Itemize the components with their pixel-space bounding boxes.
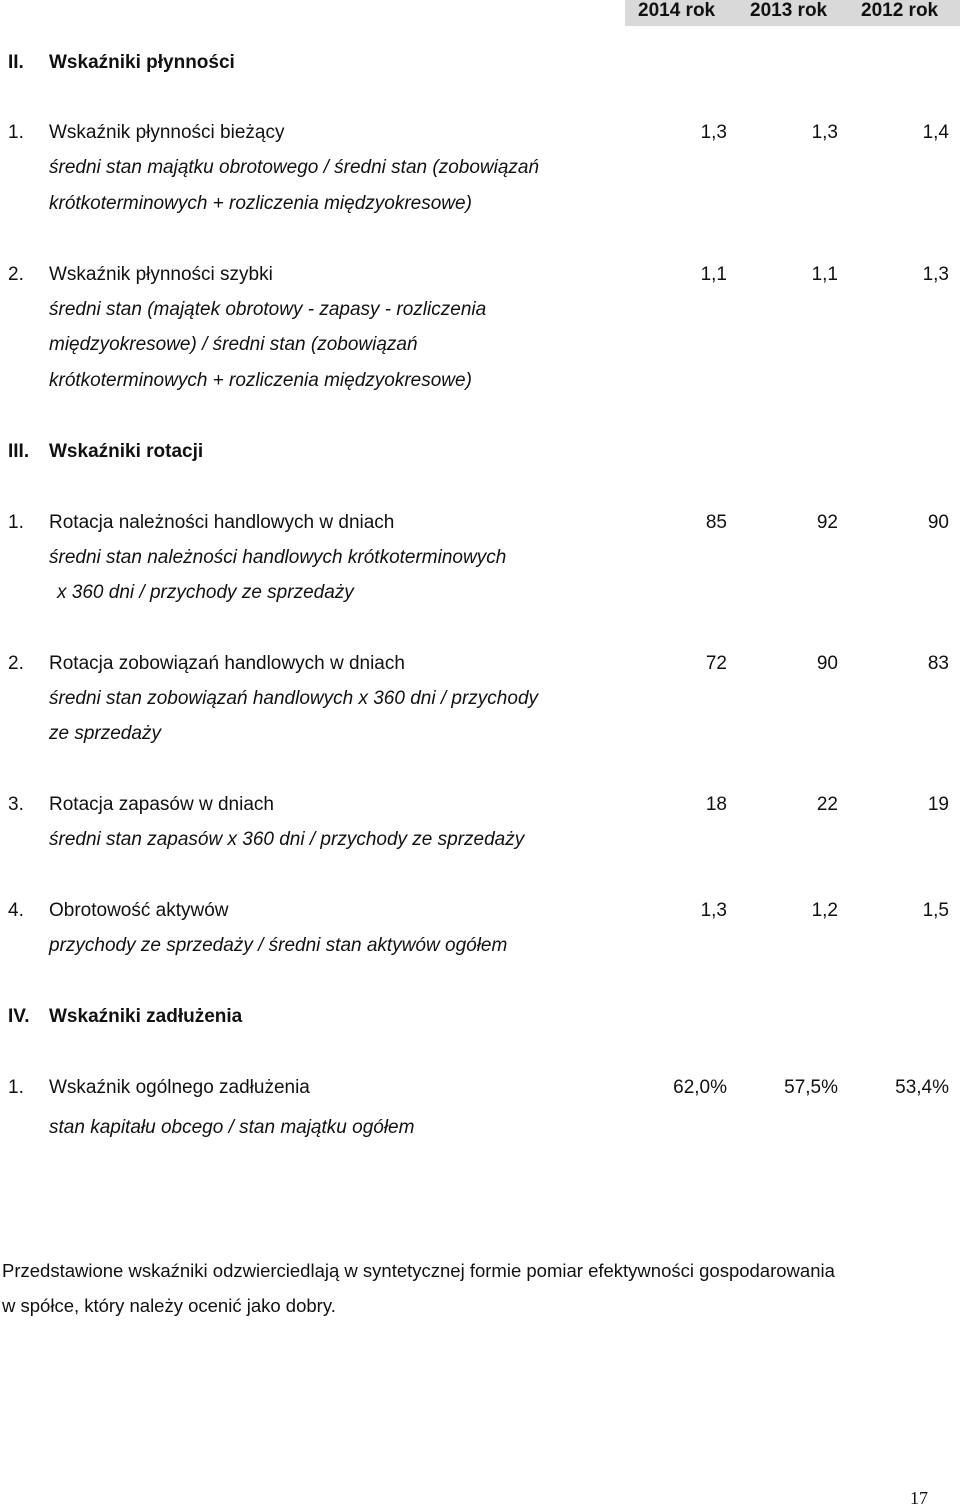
value-2013: 57,5%	[784, 1077, 838, 1098]
value-2012: 1,5	[922, 900, 949, 921]
item-name: Wskaźnik ogólnego zadłużenia	[49, 1077, 310, 1098]
conclusion-line: Przedstawione wskaźniki odzwierciedlają w syntetycznej formie pomiar efektywności gospodarowania	[2, 1260, 835, 1281]
item-name: Wskaźnik płynności bieżący	[49, 122, 285, 143]
value-2014: 18	[705, 794, 727, 815]
section-numeral: IV.	[8, 1006, 30, 1027]
value-2014: 1,3	[700, 122, 727, 143]
item-name: Rotacja zapasów w dniach	[49, 794, 274, 815]
page-number: 17	[910, 1488, 928, 1508]
value-2013: 1,2	[811, 900, 838, 921]
item-formula: ze sprzedaży	[49, 723, 161, 744]
item-formula: międzyokresowe) / średni stan (zobowiązań	[49, 334, 418, 355]
item-name: Wskaźnik płynności szybki	[49, 264, 273, 285]
section-title: Wskaźniki płynności	[49, 52, 235, 73]
item-formula: krótkoterminowych + rozliczenia międzyokresowe)	[49, 370, 472, 391]
value-2013: 90	[816, 653, 838, 674]
item-number: 1.	[8, 122, 24, 143]
item-number: 1.	[8, 1077, 24, 1098]
item-name: Obrotowość aktywów	[49, 900, 229, 921]
section-numeral: II.	[8, 52, 24, 73]
value-2014: 85	[705, 512, 727, 533]
item-formula: średni stan należności handlowych krótkoterminowych	[49, 547, 507, 568]
item-number: 3.	[8, 794, 24, 815]
value-2013: 92	[816, 512, 838, 533]
value-2013: 22	[816, 794, 838, 815]
year-2012-header: 2012 rok	[861, 0, 939, 21]
item-formula: x 360 dni / przychody ze sprzedaży	[57, 582, 354, 603]
item-number: 4.	[8, 900, 24, 921]
value-2012: 1,4	[922, 122, 949, 143]
item-number: 1.	[8, 512, 24, 533]
item-number: 2.	[8, 653, 24, 674]
year-2014-header: 2014 rok	[638, 0, 716, 21]
year-2013-header: 2013 rok	[750, 0, 828, 21]
section-numeral: III.	[8, 441, 30, 462]
value-2014: 72	[705, 653, 727, 674]
value-2014: 1,1	[700, 264, 727, 285]
value-2013: 1,3	[811, 122, 838, 143]
value-2012: 83	[927, 653, 949, 674]
conclusion-line: w spółce, który należy ocenić jako dobry.	[2, 1295, 336, 1316]
value-2014: 62,0%	[673, 1077, 727, 1098]
item-formula: średni stan zobowiązań handlowych x 360 dni / przychody	[49, 688, 539, 709]
item-formula: przychody ze sprzedaży / średni stan aktywów ogółem	[49, 935, 508, 956]
value-2014: 1,3	[700, 900, 727, 921]
item-number: 2.	[8, 264, 24, 285]
value-2012: 19	[927, 794, 949, 815]
item-formula: średni stan majątku obrotowego / średni stan (zobowiązań	[49, 157, 540, 178]
value-2012: 1,3	[922, 264, 949, 285]
item-name: Rotacja zobowiązań handlowych w dniach	[49, 653, 405, 674]
item-formula: średni stan zapasów x 360 dni / przychody ze sprzedaży	[49, 829, 525, 850]
section-title: Wskaźniki rotacji	[49, 441, 204, 462]
value-2013: 1,1	[811, 264, 838, 285]
value-2012: 53,4%	[895, 1077, 949, 1098]
item-formula: krótkoterminowych + rozliczenia międzyokresowe)	[49, 193, 472, 214]
item-formula: stan kapitału obcego / stan majątku ogółem	[49, 1117, 415, 1138]
section-title: Wskaźniki zadłużenia	[49, 1006, 243, 1027]
item-name: Rotacja należności handlowych w dniach	[49, 512, 395, 533]
item-formula: średni stan (majątek obrotowy - zapasy - rozliczenia	[49, 299, 487, 320]
value-2012: 90	[927, 512, 949, 533]
